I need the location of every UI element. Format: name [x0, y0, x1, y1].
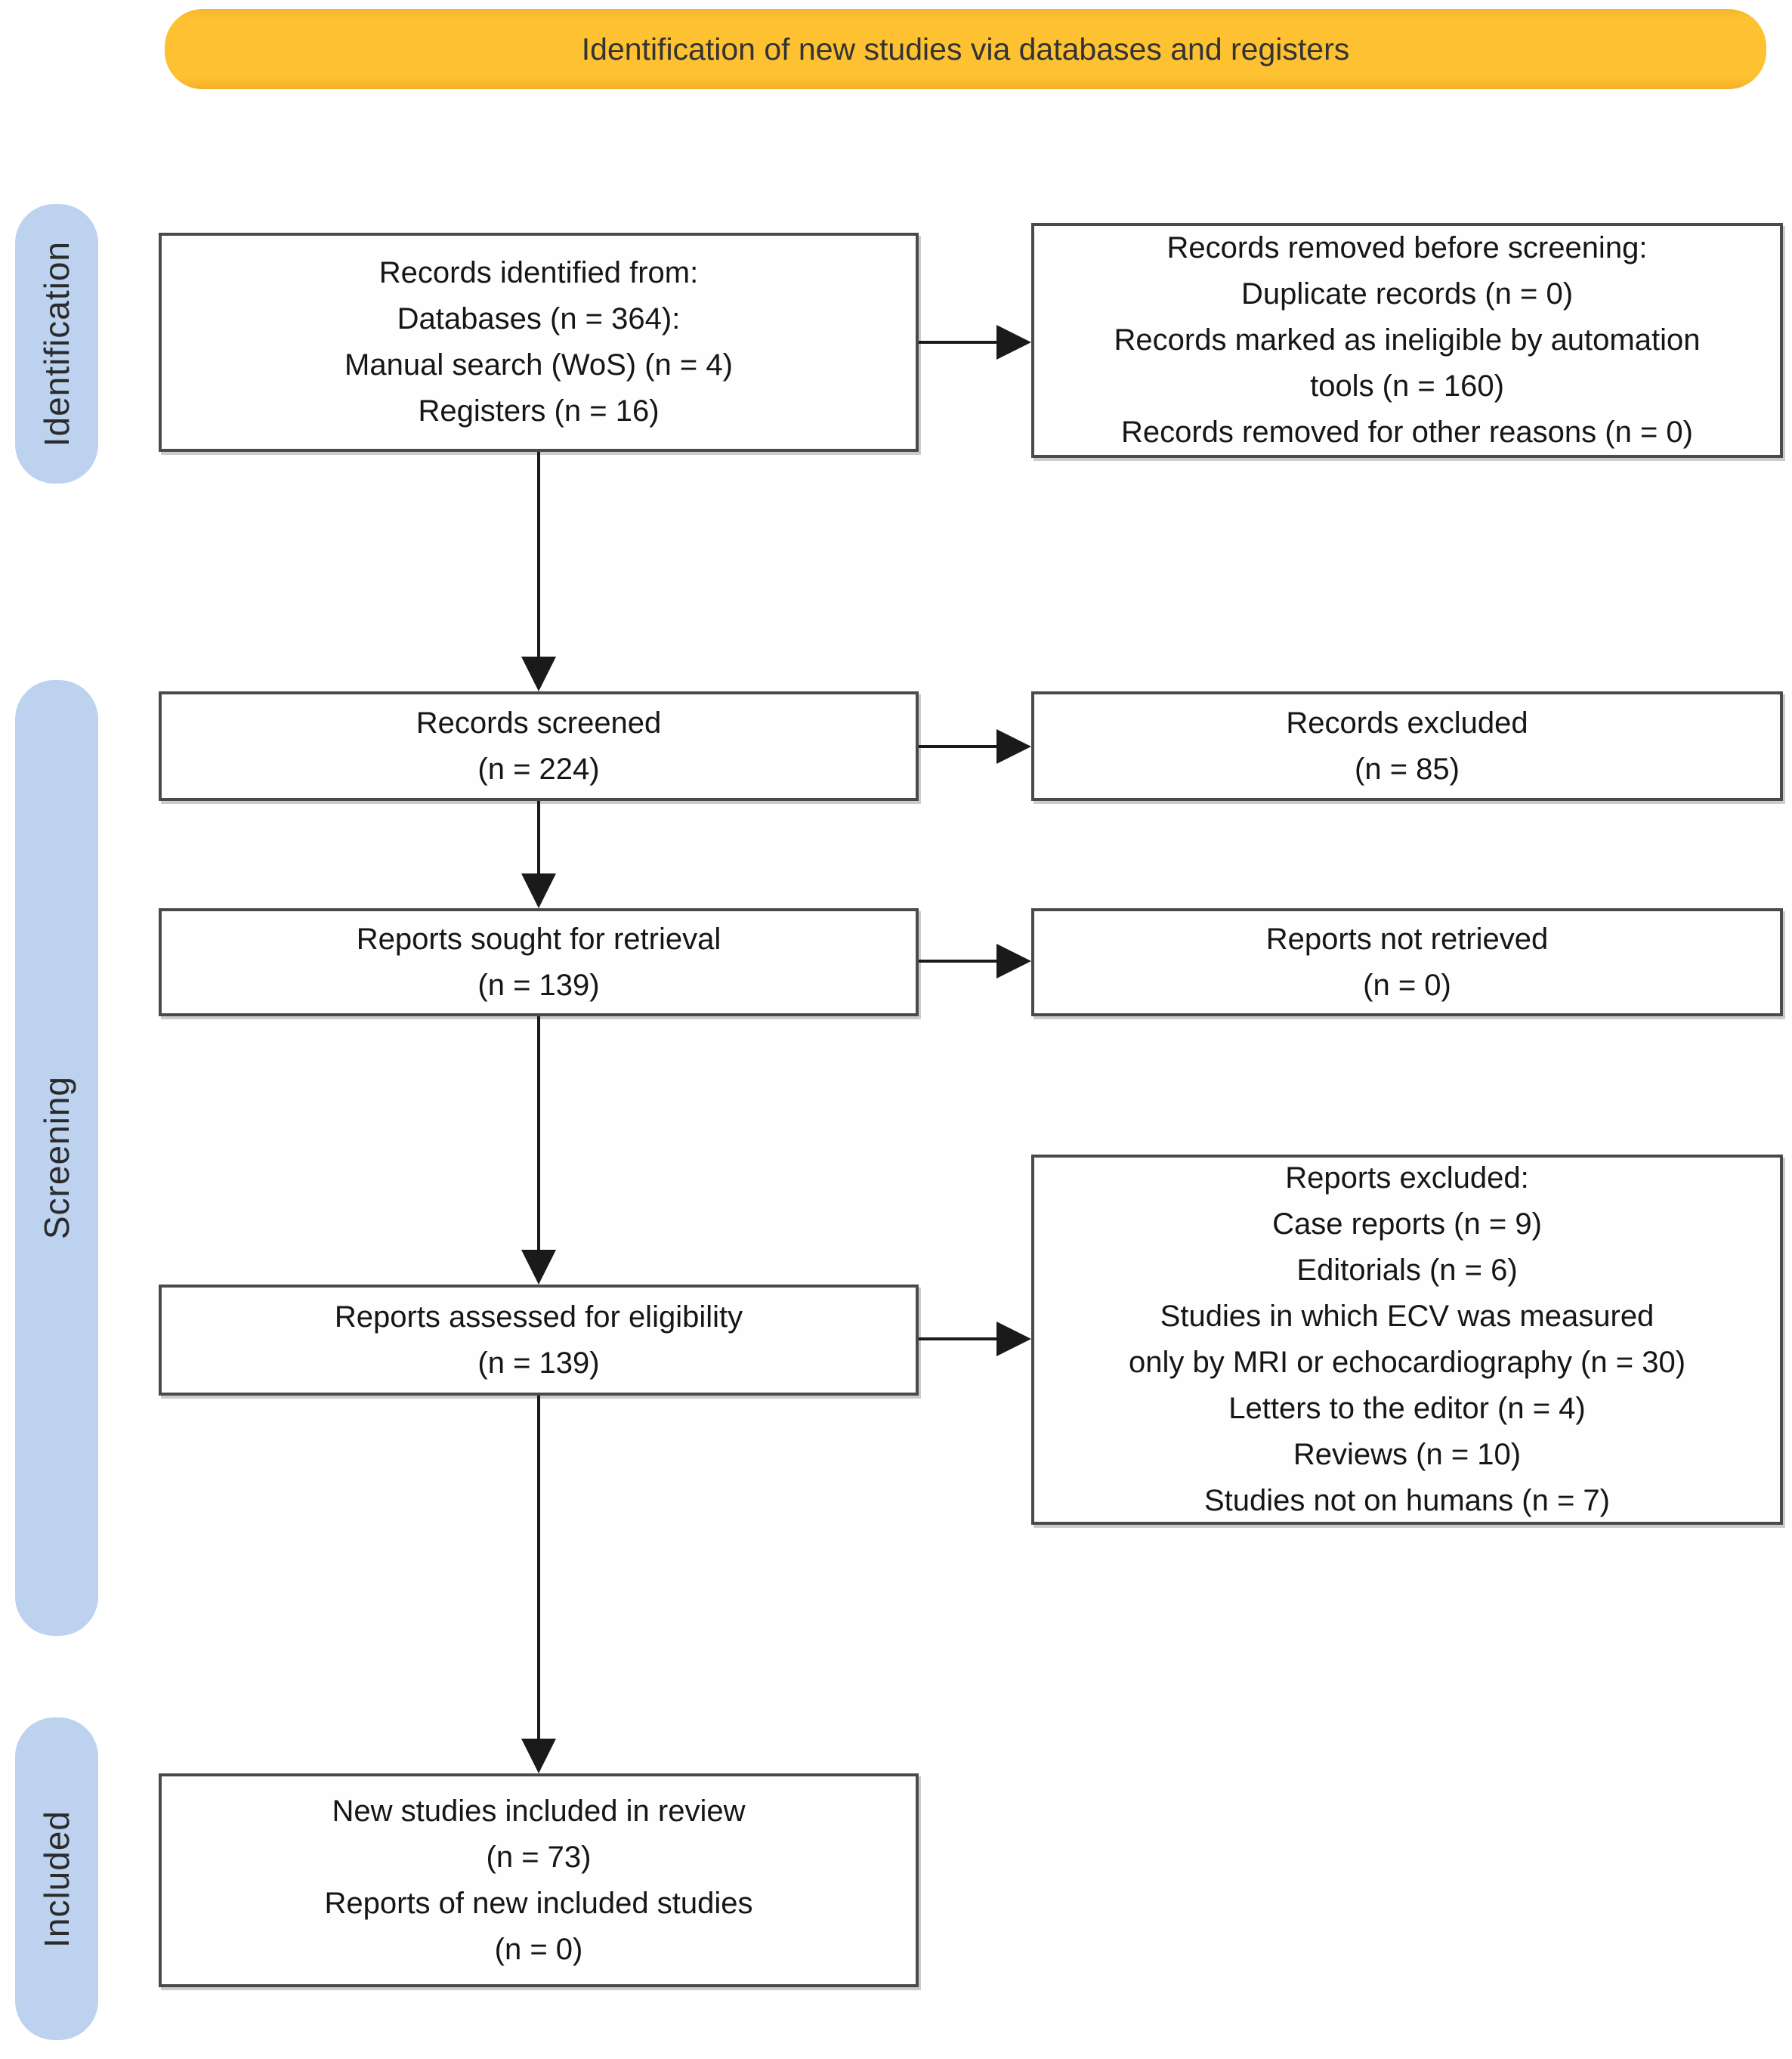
- box-line: (n = 139): [477, 1346, 600, 1380]
- stage-pill-included: [15, 1717, 98, 2040]
- box-reports-sought-for-retrieval: [159, 908, 919, 1016]
- stage-pill-screening: [15, 680, 98, 1636]
- box-line: Reports excluded:: [1285, 1161, 1529, 1195]
- arrowhead-down-icon: [521, 873, 556, 908]
- arrow-identified-to-screened: [537, 452, 540, 657]
- arrowhead-down-icon: [521, 1739, 556, 1773]
- box-new-studies-included-in-review: [159, 1773, 919, 1987]
- banner-identification-via-databases: [165, 9, 1766, 89]
- box-line: Letters to the editor (n = 4): [1228, 1392, 1586, 1425]
- box-line: Registers (n = 16): [418, 394, 660, 428]
- arrow-screened-to-sought: [537, 801, 540, 873]
- box-line: Reports not retrieved: [1265, 922, 1549, 956]
- banner-label: Identification of new studies via databases and registers: [581, 31, 1350, 66]
- box-line: Records screened: [416, 706, 662, 740]
- box-reports-excluded: [1031, 1155, 1783, 1525]
- stage-label-identification: Identification: [37, 240, 76, 447]
- stage-label-included: Included: [37, 1810, 76, 1948]
- arrow-screened-to-excluded: [919, 745, 996, 748]
- arrow-sought-to-not-retrieved: [919, 960, 996, 963]
- box-line: Studies in which ECV was measured: [1160, 1300, 1655, 1333]
- box-line: Records marked as ineligible by automation: [1114, 323, 1701, 357]
- box-line: tools (n = 160): [1310, 369, 1504, 403]
- box-line: (n = 85): [1355, 752, 1460, 786]
- arrow-identified-to-removed: [919, 341, 996, 344]
- box-line: Editorials (n = 6): [1296, 1254, 1518, 1287]
- arrow-assessed-to-included: [537, 1396, 540, 1739]
- box-line: Reports assessed for eligibility: [334, 1300, 743, 1334]
- box-line: Records removed for other reasons (n = 0): [1120, 416, 1693, 449]
- arrowhead-right-icon: [996, 325, 1031, 360]
- arrowhead-down-icon: [521, 1250, 556, 1285]
- box-line: (n = 0): [1363, 968, 1451, 1002]
- box-line: Case reports (n = 9): [1272, 1207, 1542, 1241]
- arrowhead-right-icon: [996, 729, 1031, 764]
- arrowhead-down-icon: [521, 657, 556, 691]
- box-line: Reviews (n = 10): [1293, 1438, 1522, 1471]
- box-line: (n = 73): [486, 1840, 592, 1874]
- arrow-assessed-to-reports-excluded: [919, 1337, 996, 1340]
- arrowhead-right-icon: [996, 944, 1031, 978]
- box-records-excluded: [1031, 691, 1783, 801]
- box-line: (n = 139): [477, 968, 600, 1002]
- box-records-screened: [159, 691, 919, 801]
- arrow-sought-to-assessed: [537, 1016, 540, 1250]
- box-records-identified: [159, 233, 919, 452]
- box-line: only by MRI or echocardiography (n = 30): [1128, 1346, 1686, 1379]
- box-line: (n = 0): [494, 1932, 583, 1966]
- box-line: Records identified from:: [378, 256, 699, 289]
- box-line: Duplicate records (n = 0): [1240, 277, 1574, 311]
- box-line: Databases (n = 364):: [397, 302, 681, 335]
- box-line: Studies not on humans (n = 7): [1204, 1484, 1610, 1517]
- box-line: (n = 224): [477, 752, 600, 786]
- box-records-removed-before-screening: [1031, 223, 1783, 458]
- box-line: New studies included in review: [332, 1794, 746, 1828]
- box-line: Reports of new included studies: [324, 1886, 753, 1920]
- arrowhead-right-icon: [996, 1322, 1031, 1356]
- box-reports-assessed-for-eligibility: [159, 1285, 919, 1396]
- box-line: Records removed before screening:: [1166, 231, 1648, 264]
- stage-pill-identification: [15, 204, 98, 484]
- box-reports-not-retrieved: [1031, 908, 1783, 1016]
- box-line: Manual search (WoS) (n = 4): [344, 348, 733, 382]
- stage-label-screening: Screening: [37, 1076, 76, 1240]
- box-line: Records excluded: [1286, 706, 1528, 740]
- box-line: Reports sought for retrieval: [356, 922, 721, 956]
